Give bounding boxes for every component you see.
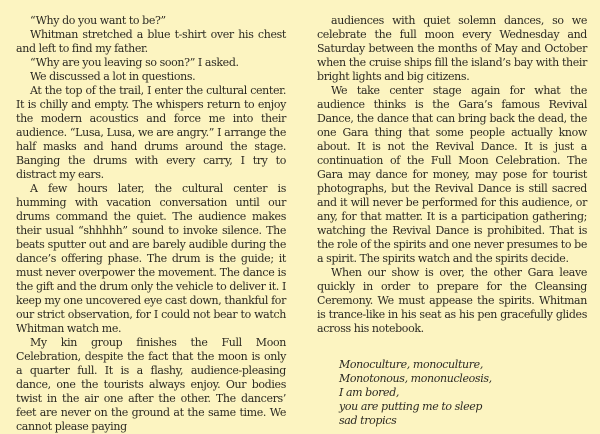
left-page bbox=[16, 14, 286, 434]
poem bbox=[317, 358, 587, 428]
paragraph: A few hours later, the cultural center is humming with vacation conversation until our drums command the quiet. The audience makes their usual “shhhhh” sound to invoke silence. The beats sputter out and are barely audible during the dance’s offering phase. The drum is the guide; it must never overpower the movement. The dance is the gift and the drum only the vehicle to deliver it. I keep my one uncovered eye cast down, thankful for our strict observation, for I could not bear to watch Whitman watch me. bbox=[16, 182, 286, 335]
paragraph: Whitman stretched a blue t-shirt over his chest and left to find my father. bbox=[16, 28, 286, 55]
right-page bbox=[317, 14, 587, 428]
paragraph: When our show is over, the other Gara leave quickly in order to prepare for the Cleansing Ceremony. We must appease the spirits. Whitman is trance-like in his seat as his pen gracefully glides across his notebook. bbox=[317, 266, 587, 335]
paragraph: audiences with quiet solemn dances, so we celebrate the full moon every Wednesday and Saturday between the months of May and October when the cruise ships fill the island’s bay with their bright lights and big citizens. bbox=[317, 14, 587, 83]
poem-line: you are putting me to sleep bbox=[339, 400, 483, 413]
paragraph: At the top of the trail, I enter the cultural center. It is chilly and empty. The whispers return to enjoy the modern acoustics and force me into their audience. “Lusa, Lusa, we are angry.” I arrange the half masks and hand drums around the stage. Banging the drums with every carry, I try to distract my ears. bbox=[16, 84, 286, 181]
poem-line: sad tropics bbox=[339, 414, 397, 427]
paragraph: We take center stage again for what the audience thinks is the Gara’s famous Revival Dance, the dance that can bring back the dead, the one Gara thing that some people actually know about. It is not the Revival Dance. It is just a continuation of the Full Moon Celebration. The Gara may dance for money, may pose for tourist photographs, but the Revival Dance is still sacred and it will never be performed for this audience, or any, for that matter. It is a participation gathering; watching the Revival Dance is prohibited. That is the role of the spirits and one never presumes to be a spirit. The spirits watch and the spirits decide. bbox=[317, 84, 587, 265]
paragraph: “Why do you want to be?” bbox=[30, 14, 166, 27]
poem-line: Monotonous, mononucleosis, bbox=[339, 372, 492, 385]
paragraph: We discussed a lot in questions. bbox=[30, 70, 196, 83]
poem-line: Monoculture, monoculture, bbox=[339, 358, 483, 371]
paragraph: “Why are you leaving so soon?” I asked. bbox=[30, 56, 239, 69]
paragraph: My kin group finishes the Full Moon Celebration, despite the fact that the moon is only a quarter full. It is a flashy, audience-pleasing dance, one the tourists always enjoy. Our bodies twist in the air one after the other. The dancers’ feet are never on the ground at the same time. We cannot please paying bbox=[16, 336, 286, 433]
poem-line: I am bored, bbox=[339, 386, 400, 399]
